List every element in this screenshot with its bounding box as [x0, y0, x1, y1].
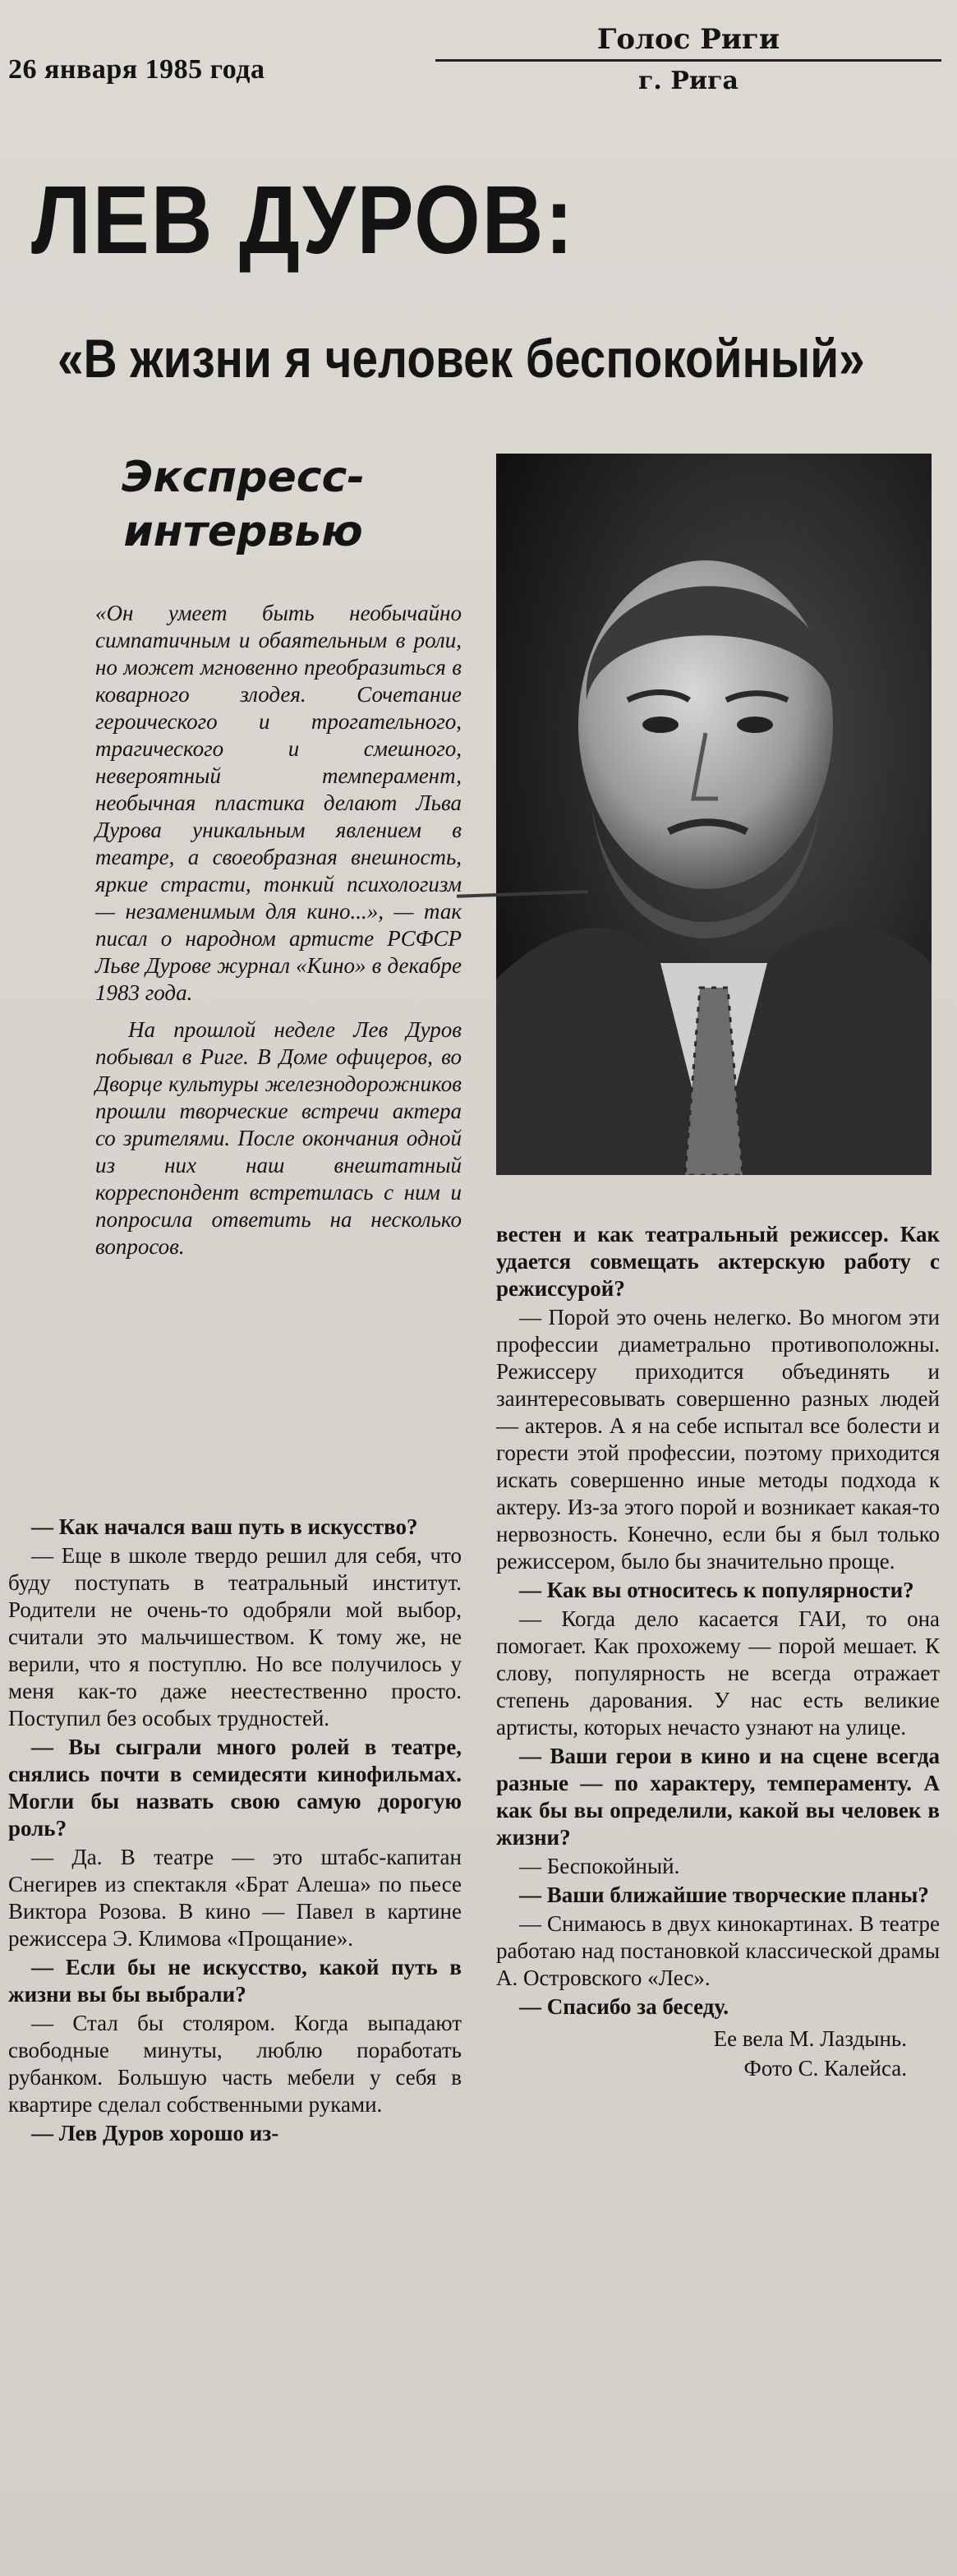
question: — Как начался ваш путь в искусство? [31, 1514, 418, 1539]
question: — Ваши герои в кино и на сцене всегда разные — по характеру, темпераменту. А как бы вы определили, какой вы человек в жизни? [496, 1744, 940, 1850]
question: — Лев Дуров хорошо из- [31, 2121, 279, 2145]
newspaper-city: г. Рига [638, 67, 738, 95]
question-continued: вестен и как театральный режиссер. Как удается совмещать актерскую работу с режиссурой? [496, 1222, 940, 1301]
interview-column-right [496, 1221, 940, 2083]
rubric [104, 450, 383, 559]
interview-column-left [8, 1514, 462, 2149]
interviewer-credit: Ее вела М. Лаздынь. [713, 2026, 907, 2051]
question: — Если бы не искусство, какой путь в жизни вы бы выбрали? [8, 1955, 462, 2007]
intro-column [95, 600, 462, 1260]
answer: — Снимаюсь в двух кинокартинах. В театре работаю над постановкой классической драмы А. Островского «Лес». [496, 1911, 940, 1990]
answer: — Порой это очень нелегко. Во многом эти профессии диаметрально противоположны. Режиссеру приходится объединять и заинтересовывать совершенно разных людей — актеров. А я на себе испытал все болести и горести этой профессии, поэтому приходится искать совершенно иные методы подхода к актеру. Из-за этого порой и возникает какая-то нервозность. Конечно, если бы я был только режиссером, было бы значительно проще. [496, 1305, 940, 1574]
newspaper-stamp [435, 23, 941, 95]
question: — Как вы относитесь к популярности? [519, 1578, 914, 1602]
question: — Спасибо за беседу. [519, 1994, 729, 2019]
subheadline: «В жизни я человек беспокойный» [58, 328, 865, 389]
answer: — Еще в школе твердо решил для себя, что буду поступать в театральный институт. Родители не очень-то одобряли мой выбор, считали это мальчишеством. К тому же, не верили, что я поступлю. Но все получилось у меня как-то даже неестественно просто. Поступил без особых трудностей. [8, 1543, 462, 1730]
answer: — Беспокойный. [519, 1854, 680, 1878]
question: — Ваши ближайшие творческие планы? [519, 1882, 929, 1907]
answer: — Стал бы столяром. Когда выпадают свободные минуты, люблю поработать рубанком. Большую часть мебели у себя в квартире сделал собственными руками. [8, 2011, 462, 2117]
lead-quote: «Он умеет быть необычайно симпатичным и обаятельным в роли, но может мгновенно преобразиться в коварного злодея. Сочетание героического и трогательного, трагического и смешного, невероятный темперамент, необычная пластика делают Льва Дурова уникальным явлением в театре, а своеобразная внешность, яркие страсти, тонкий психологизм — незаменимым для кино...», — так писал о народном артисте РСФСР Льве Дурове журнал «Кино» в декабре 1983 года. [95, 601, 462, 1005]
answer: — Да. В театре — это штабс-капитан Снегирев из спектакля «Брат Алеша» по пьесе Виктора Розова. В кино — Павел в картине режиссера Э. Климова «Прощание». [8, 1845, 462, 1951]
portrait-illustration [496, 454, 932, 1175]
stamp-rule [435, 59, 941, 62]
newspaper-name: Голос Риги [596, 23, 780, 56]
portrait-photo [496, 454, 932, 1175]
photo-credit: Фото С. Калейса. [743, 2056, 907, 2081]
intro-paragraph: На прошлой неделе Лев Дуров побывал в Риге. В Доме офицеров, во Дворце культуры железнодорожников прошли творческие встречи актера со зрителями. После окончания одной из них наш внештатный корреспондент встретилась с ним и попросила ответить на несколько вопросов. [95, 1017, 462, 1259]
credits [496, 2024, 940, 2083]
answer: — Когда дело касается ГАИ, то она помогает. Как прохожему — порой мешает. К слову, популярность не всегда отражает степень дарования. У нас есть великие артисты, которых нечасто узнают на улице. [496, 1606, 940, 1740]
publication-date: 26 января 1985 года [8, 54, 265, 85]
headline: ЛЕВ ДУРОВ: [31, 166, 575, 274]
rubric-line-1: Экспресс- [122, 453, 365, 502]
rubric-line-2: интервью [123, 507, 363, 556]
question: — Вы сыграли много ролей в театре, снялись почти в семидесяти кинофильмах. Могли бы назвать свою самую дорогую роль? [8, 1735, 462, 1841]
